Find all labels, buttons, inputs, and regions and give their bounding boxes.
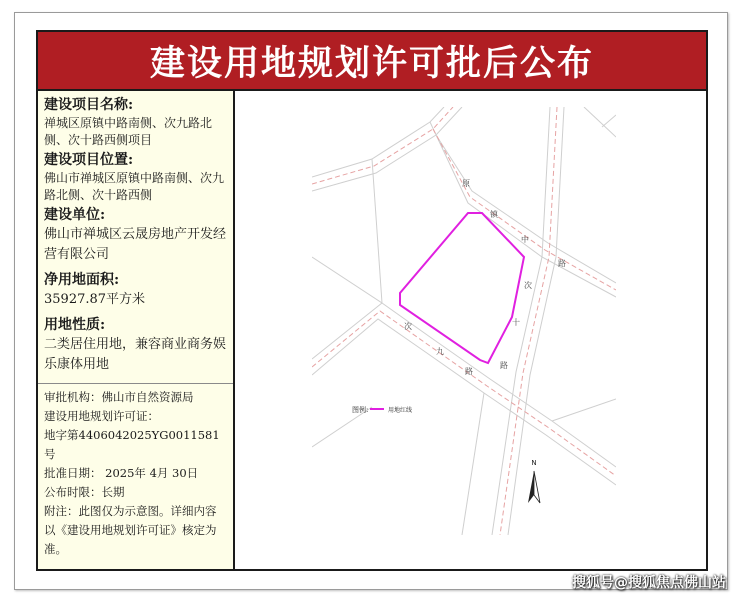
- road-label: 次: [404, 322, 412, 331]
- road-label: 中: [521, 235, 529, 244]
- project-location-label: 建设项目位置:: [44, 152, 134, 168]
- note: 附注：此图仅为示意图。详细内容以《建设用地规划许可证》核定为准。: [44, 504, 217, 556]
- area-value: 35927.87平方米: [44, 292, 146, 307]
- site-map: [312, 107, 616, 535]
- publicity-period: 公布时限：长期: [44, 485, 125, 499]
- road-label: 原: [462, 179, 470, 188]
- approval-date: 批准日期： 2025年 4月 30日: [44, 466, 199, 480]
- land-use-value: 二类居住用地，兼容商业商务娱乐康体用地: [44, 337, 227, 372]
- divider: [38, 383, 233, 384]
- project-name-label: 建设项目名称:: [44, 97, 134, 113]
- road-label: 路: [558, 259, 566, 268]
- builder-value: 佛山市禅城区云晟房地产开发经营有限公司: [44, 227, 227, 262]
- watermark: 搜狐号@搜狐焦点佛山站: [572, 575, 726, 591]
- north-label: N: [531, 459, 537, 467]
- road-label: 路: [465, 367, 473, 376]
- road-label: 路: [500, 361, 508, 370]
- legend-item: 用地红线: [388, 407, 413, 414]
- title-banner: [38, 32, 706, 91]
- authority: 审批机构：佛山市自然资源局: [44, 390, 194, 404]
- land-use-label: 用地性质:: [44, 317, 106, 333]
- notice-board: [36, 30, 708, 571]
- map-background: [312, 107, 616, 535]
- permit-number: 地字第4406042025YG0011581号: [44, 428, 220, 461]
- project-location-value: 佛山市禅城区原镇中路南侧、次九路北侧、次十路西侧: [44, 171, 225, 202]
- area-label: 净用地面积:: [44, 272, 120, 288]
- project-name-value: 禅城区原镇中路南侧、次九路北侧、次十路西侧项目: [44, 116, 213, 147]
- legend-label: 图例:: [352, 406, 369, 414]
- info-panel: [38, 91, 235, 569]
- road-label: 九: [436, 347, 444, 356]
- road-label: 次: [524, 281, 532, 290]
- builder-label: 建设单位:: [44, 207, 106, 223]
- map-panel: [235, 91, 706, 569]
- road-label: 十: [512, 318, 520, 327]
- page-title: 建设用地规划许可批后公布: [149, 42, 594, 84]
- permit-label: 建设用地规划许可证：: [44, 409, 159, 423]
- road-label: 镇: [490, 210, 498, 219]
